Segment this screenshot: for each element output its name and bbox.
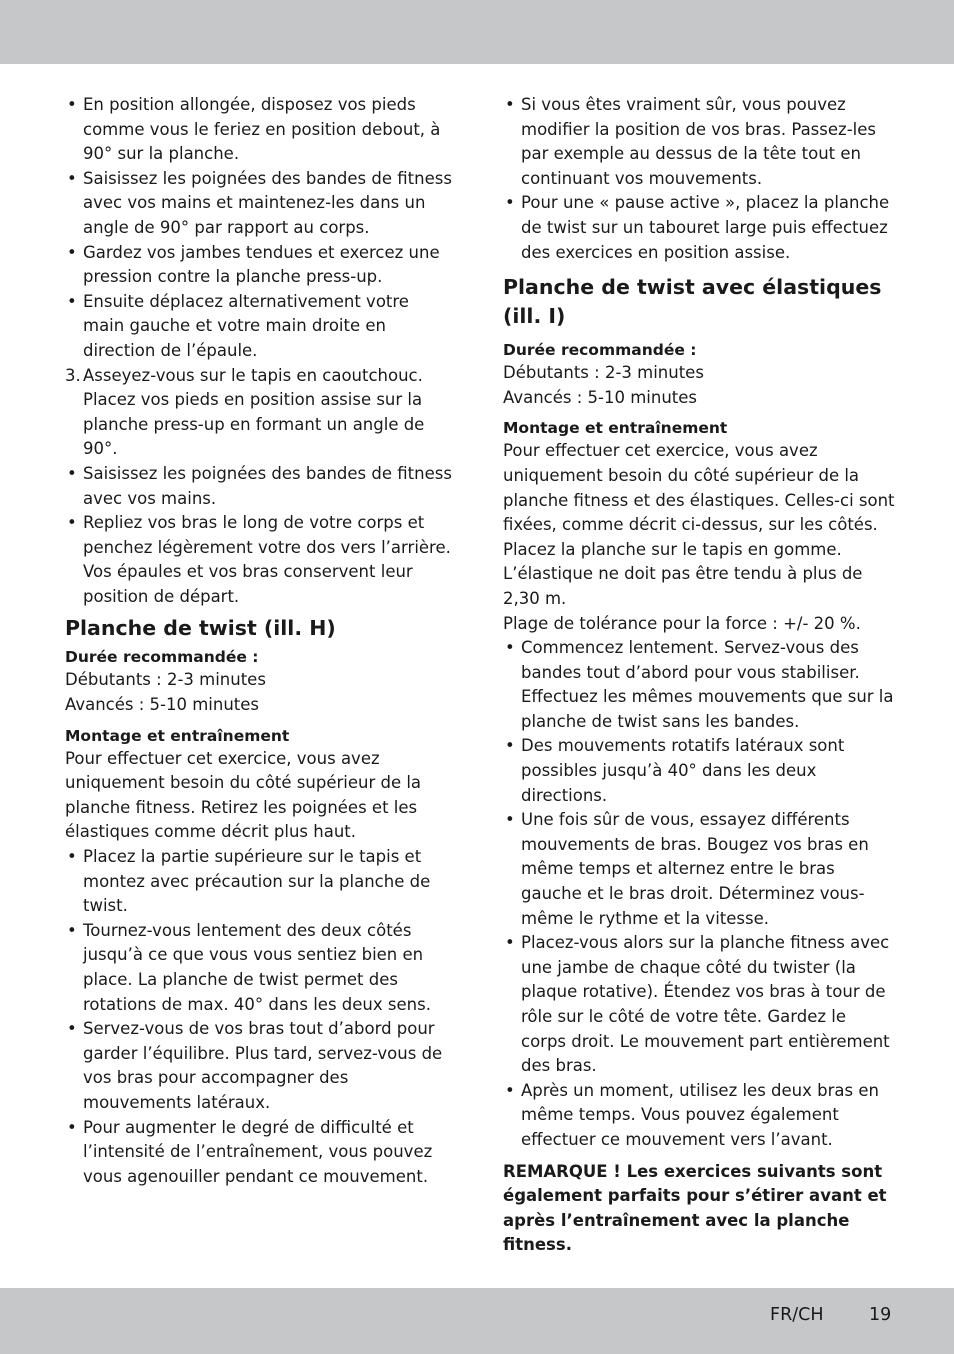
list-item: • Commencez lentement. Servez-vous des bandes tout d’abord pour vous stabiliser. Effectuez les mêmes mouvements que sur la planche de twist sans les bandes. xyxy=(503,636,895,734)
list-item: • Placez-vous alors sur la planche fitness avec une jambe de chaque côté du twister (la plaque rotative). Étendez vos bras à tour de rôle sur le côté de votre tête. Gardez le corps droit. Le mouvement part entièrement des bras. xyxy=(503,931,895,1079)
step-number: 3. xyxy=(65,365,81,385)
list-item xyxy=(65,364,455,462)
bullet-list xyxy=(65,845,455,1189)
footer-language: FR/CH xyxy=(770,1305,824,1325)
bullet-list xyxy=(65,462,455,610)
paragraph: Débutants : 2-3 minutes xyxy=(503,363,704,383)
paragraph: Avancés : 5-10 minutes xyxy=(503,387,698,407)
list-item: • Ensuite déplacez alternativement votre main gauche et votre main droite en direction de l’épaule. xyxy=(65,290,455,364)
list-item: • Une fois sûr de vous, essayez différents mouvements de bras. Bougez vos bras en même temps et alternez entre le bras gauche et le bras droit. Déterminez vous-même le rythme et la vitesse. xyxy=(503,808,895,931)
paragraph: Pour effectuer cet exercice, vous avez uniquement besoin du côté supérieur de la planche fitness. Retirez les poignées et les élastiques comme décrit plus haut. xyxy=(65,748,422,842)
list-item: • Saisissez les poignées des bandes de fitness avec vos mains. xyxy=(65,462,455,511)
list-item: • Pour augmenter le degré de difficulté et l’intensité de l’entraînement, vous pouvez vous agenouiller pendant ce mouvement. xyxy=(65,1116,455,1190)
list-item: • Servez-vous de vos bras tout d’abord pour garder l’équilibre. Plus tard, servez-vous de vos bras pour accompagner des mouvements latéraux. xyxy=(65,1017,455,1115)
bullet-list xyxy=(503,636,895,1152)
list-item: • Placez la partie supérieure sur le tapis et montez avec précaution sur la planche de twist. xyxy=(65,845,455,919)
paragraph: Avancés : 5-10 minutes xyxy=(65,695,260,715)
paragraph: L’élastique ne doit pas être tendu à plus de 2,30 m. xyxy=(503,564,863,608)
list-item: • Repliez vos bras le long de votre corps et penchez légèrement votre dos vers l’arrière. Vos épaules et vos bras conservent leur position de départ. xyxy=(65,511,455,609)
list-item: • Des mouvements rotatifs latéraux sont possibles jusqu’à 40° dans les deux directions. xyxy=(503,734,895,808)
list-item: • Si vous êtes vraiment sûr, vous pouvez modifier la position de vos bras. Passez-les par exemple au dessus de la tête tout en continuant vos mouvements. xyxy=(503,93,895,191)
subheading: Montage et entraînement xyxy=(503,419,728,438)
subheading: Durée recommandée : xyxy=(65,648,259,667)
paragraph: Débutants : 2-3 minutes xyxy=(65,670,266,690)
list-item: • Pour une « pause active », placez la planche de twist sur un tabouret large puis effectuez des exercices en position assise. xyxy=(503,191,895,265)
section-heading: Planche de twist avec élastiques (ill. I) xyxy=(503,275,882,329)
list-item: • Gardez vos jambes tendues et exercez une pression contre la planche press-up. xyxy=(65,241,455,290)
section-heading: Planche de twist (ill. H) xyxy=(65,616,336,641)
paragraph: Pour effectuer cet exercice, vous avez uniquement besoin du côté supérieur de la planche fitness et des élastiques. Celles-ci sont fixées, comme décrit ci-dessus, sur les côtés. Placez la planche sur le tapis en gomme. xyxy=(503,441,895,559)
step-text: Asseyez-vous sur le tapis en caoutchouc. Placez vos pieds en position assise sur la planche press-up en formant un angle de 90°. xyxy=(83,365,425,459)
list-item: • Saisissez les poignées des bandes de fitness avec vos mains et maintenez-les dans un angle de 90° par rapport au corps. xyxy=(65,167,455,241)
list-item: • Tournez-vous lentement des deux côtés jusqu’à ce que vous vous sentiez bien en place. La planche de twist permet des rotations de max. 40° dans les deux sens. xyxy=(65,919,455,1017)
page-number: 19 xyxy=(869,1305,892,1325)
bullet-list xyxy=(65,93,455,364)
left-column xyxy=(65,93,455,1189)
list-item: • En position allongée, disposez vos pieds comme vous le feriez en position debout, à 90° sur la planche. xyxy=(65,93,455,167)
bullet-list xyxy=(503,93,895,265)
remark-note: REMARQUE ! Les exercices suivants sont également parfaits pour s’étirer avant et après l’entraînement avec la planche fitness. xyxy=(503,1161,887,1255)
list-item: • Après un moment, utilisez les deux bras en même temps. Vous pouvez également effectuer ce mouvement vers l’avant. xyxy=(503,1079,895,1153)
numbered-list xyxy=(65,364,455,462)
subheading: Durée recommandée : xyxy=(503,341,697,360)
paragraph: Plage de tolérance pour la force : +/- 20 %. xyxy=(503,613,861,633)
header-bar xyxy=(0,0,954,64)
right-column xyxy=(503,93,895,1258)
subheading: Montage et entraînement xyxy=(65,726,290,745)
